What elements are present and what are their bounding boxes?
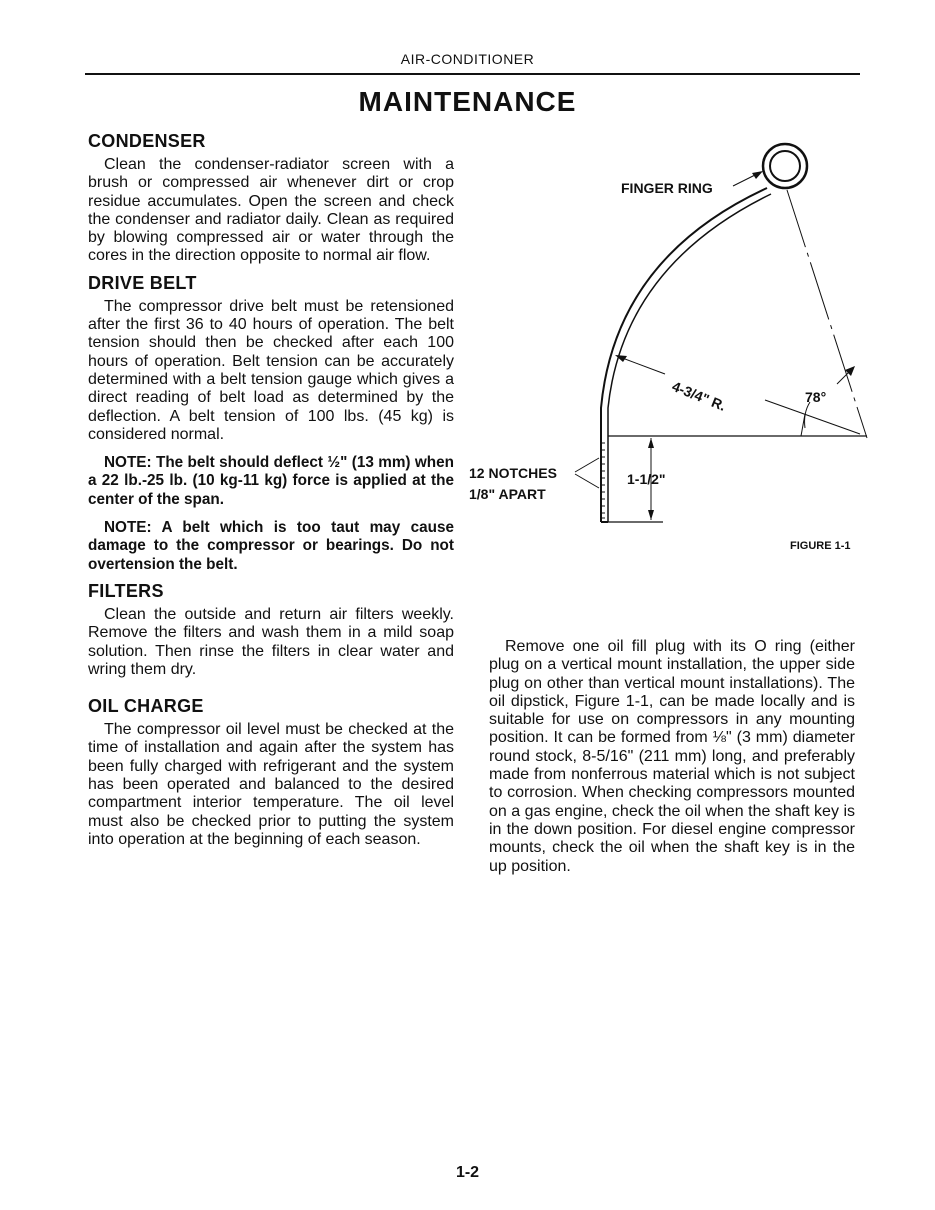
angle-label: 78° [805,389,827,405]
finger-ring-inner [770,151,800,181]
section-oil-charge [88,695,454,849]
oil-charge-body: The compressor oil level must be checked at the time of installation and again after the system has been fully charged with refrigerant and the system has been operated and balanced to the desired compartment interior temperature. The oil level must also be checked prior to putting the system into operation at the beginning of each season. [88,721,454,848]
header-rule [85,73,860,75]
section-condenser [88,130,454,266]
notches-leader-bottom [575,474,599,488]
radius-centerline [787,190,867,438]
radius-leader-2 [765,400,860,434]
page-title: MAINTENANCE [358,86,577,117]
drive-belt-heading: DRIVE BELT [88,272,197,293]
section-filters [88,580,454,679]
notches-label-line1: 12 NOTCHES [469,465,557,481]
page-number: 1-2 [455,1164,480,1181]
radius-label: 4-3/4" R. [669,377,729,414]
figure-caption: FIGURE 1-1 [790,540,851,552]
right-column [489,634,855,876]
length-arrow-top [648,438,654,448]
finger-ring-leader [733,174,757,186]
finger-ring-arrowhead [752,171,763,179]
section-drive-belt [88,272,454,574]
dipstick-figure [465,138,885,558]
notches-label-line2: 1/8" APART [469,486,546,502]
drive-belt-note-deflection: NOTE: The belt should deflect ½" (13 mm) when a 22 lb.-25 lb. (10 kg-11 kg) force is applied at the center of the span. [88,454,454,508]
dipstick-rod-outer [601,188,767,522]
filters-heading: FILTERS [88,580,164,601]
oil-charge-continued: Remove one oil fill plug with its O ring (either plug on a vertical mount installation, the upper side plug on other than vertical mount installations). The oil dipstick, Figure 1-1, can be made locally and is suitable for use on compressors in any mounting position. It can be formed from ⅛" (3 mm) diameter round stock, 8-5/16" (211 mm) long, and preferably made from nonferrous material which is not subject to corrosion. When checking compressors mounted on a gas engine, check the oil when the shaft key is in the down position. For diesel engine compressor mounts, check the oil when the shaft key is in the up position. [489,638,855,875]
left-column [88,130,454,849]
finger-ring-label: FINGER RING [621,180,713,196]
condenser-body: Clean the condenser-radiator screen with a brush or compressed air whenever dirt or crop residue accumulates. Open the screen and check the condenser and radiator daily. Clean as required by blowing compressed air or water through the cores in the direction opposite to normal air flow. [88,156,454,265]
condenser-heading: CONDENSER [88,131,206,151]
drive-belt-body: The compressor drive belt must be retensioned after the first 36 to 40 hours of operation. The belt tension should then be checked after each 100 hours of operation. Belt tension can be accurately determined with a belt tension gauge which gives a direct reading of belt load as determined by the deflection. A belt tension of 100 lbs. (45 kg) is considered normal. [88,297,454,443]
filters-body: Clean the outside and return air filters weekly. Remove the filters and wash them in a mild soap solution. Then rinse the filters in clear water and wring them dry. [88,605,454,678]
length-label: 1-1/2" [627,471,666,487]
drive-belt-note-overtension: NOTE: A belt which is too taut may cause damage to the compressor or bearings. Do not overtension the belt. [88,519,454,573]
notches-leader-top [575,458,599,472]
length-arrow-bottom [648,510,654,520]
running-head: AIR-CONDITIONER [400,51,535,67]
oil-charge-heading: OIL CHARGE [88,696,204,717]
